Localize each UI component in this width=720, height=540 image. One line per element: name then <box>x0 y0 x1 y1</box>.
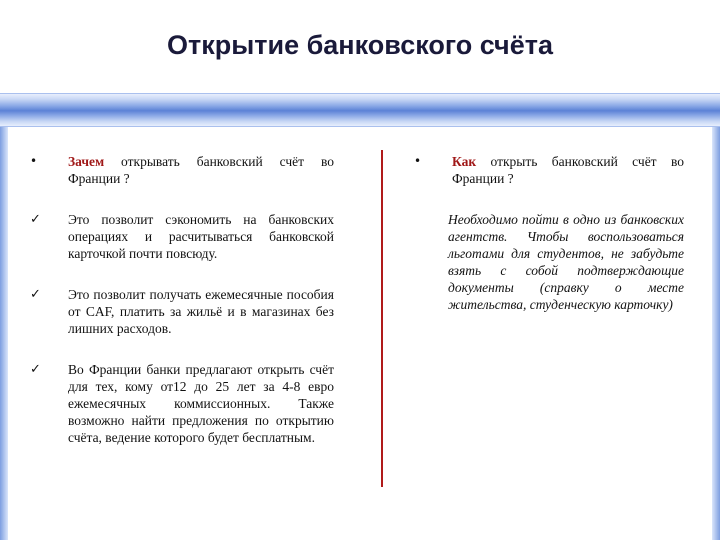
band-top-line <box>0 93 720 94</box>
left-question <box>30 153 334 187</box>
checkmark-icon: ✓ <box>30 362 41 377</box>
question-text: открывать банковский счёт во Франции ? <box>68 154 334 186</box>
list-item <box>30 361 334 446</box>
list-item <box>30 211 334 262</box>
list-item-text: Это позволит получать ежемесячные пособия от CAF, платить за жильё и в магазинах без лишних расходов. <box>68 287 334 336</box>
answer-text: Необходимо пойти в одно из банковских агентств. Чтобы воспользоваться льготами для студентов, не забудьте взять с собой подтверждающие документы (справку о месте жительства, студенческую карточку) <box>448 212 684 312</box>
right-frame-gradient <box>712 127 720 540</box>
list-item-text: Это позволит сэкономить на банковских операциях и расчитываться банковской карточкой почти повсюду. <box>68 212 334 261</box>
page-title: Открытие банковского счёта <box>166 30 553 60</box>
header-gradient-band <box>0 93 720 127</box>
list-item-text: Во Франции банки предлагают открыть счёт для тех, кому от12 до 25 лет за 4-8 евро ежемесячных коммиссионных. Также возможно найти предложения по открытию счёта, ведение которого будет бесплатным. <box>68 362 334 445</box>
question-text: открыть банковский счёт во Франции ? <box>452 154 684 186</box>
bullet-icon: • <box>30 154 38 168</box>
left-frame-gradient <box>0 127 8 540</box>
checkmark-icon: ✓ <box>30 287 41 302</box>
column-divider <box>381 150 383 487</box>
checkmark-icon: ✓ <box>30 212 41 227</box>
list-item <box>30 286 334 337</box>
bullet-icon: • <box>414 154 422 168</box>
question-keyword: Зачем <box>68 154 105 169</box>
right-column <box>414 153 684 313</box>
left-column <box>30 153 334 446</box>
question-keyword: Как <box>452 154 477 169</box>
band-bottom-line <box>0 126 720 127</box>
right-question <box>414 153 684 187</box>
